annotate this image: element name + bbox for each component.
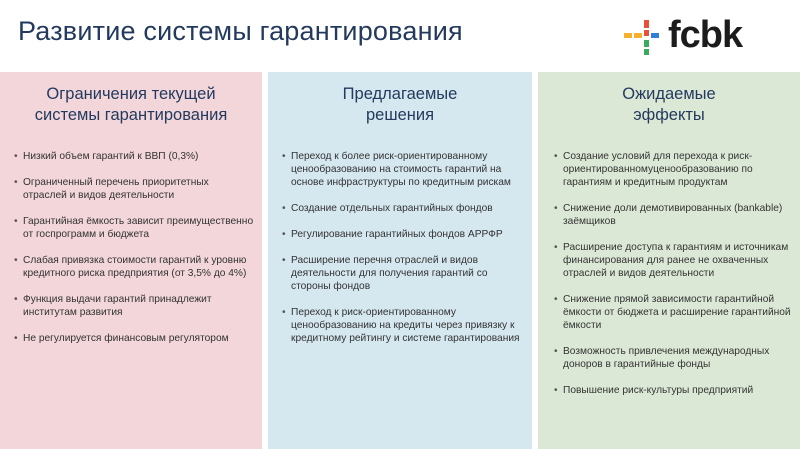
column-heading: [538, 84, 800, 126]
heading-line: Предлагаемые: [342, 85, 458, 103]
bullet-list: [14, 150, 254, 358]
fcbk-logo: [622, 12, 772, 60]
column-solutions: [268, 72, 532, 449]
list-item: • Возможность привлечения международных доноров в гарантийные фонды: [554, 345, 794, 371]
list-item: • Расширение доступа к гарантиям и источникам финансирования для ранее не охваченных отраслей и видов деятельности: [554, 241, 794, 280]
list-item: • Ограниченный перечень приоритетных отраслей и видов деятельности: [14, 176, 254, 202]
slide-title: Развитие системы гарантирования: [18, 16, 463, 46]
list-item: • Создание отдельных гарантийных фондов: [282, 202, 522, 215]
heading-line: решения: [365, 106, 435, 124]
list-item: • Гарантийная ёмкость зависит преимущественно от госпрограмм и бюджета: [14, 215, 254, 241]
list-item: • Повышение риск-культуры предприятий: [554, 384, 794, 397]
bullet-list: [282, 150, 522, 358]
logo-wordmark: fcbk: [668, 14, 743, 56]
list-item: • Снижение прямой зависимости гарантийной ёмкости от бюджета и расширение гарантийной ёмкости: [554, 293, 794, 332]
heading-line: системы гарантирования: [34, 106, 228, 124]
slide-header: [0, 0, 800, 72]
list-item: • Регулирование гарантийных фондов АРРФР: [282, 228, 522, 241]
list-item: • Создание условий для перехода к риск-ориентированномуценообразованию по гарантиям и кредитным продуктам: [554, 150, 794, 189]
heading-line: Ожидаемые: [622, 85, 716, 103]
list-item: • Переход к более риск-ориентированному ценообразованию на стоимость гарантий на основе инфраструктуры по кредитным рискам: [282, 150, 522, 189]
bullet-list: [554, 150, 794, 410]
list-item: • Слабая привязка стоимости гарантий к уровню кредитного риска предприятия (от 3,5% до 4%): [14, 254, 254, 280]
list-item: • Снижение доли демотивированных (bankable) заёмщиков: [554, 202, 794, 228]
column-effects: [538, 72, 800, 449]
column-heading: [268, 84, 532, 126]
column-heading: [0, 84, 262, 126]
list-item: • Функция выдачи гарантий принадлежит институтам развития: [14, 293, 254, 319]
column-limitations: [0, 72, 262, 449]
heading-line: эффекты: [633, 106, 705, 124]
list-item: • Не регулируется финансовым регулятором: [14, 332, 254, 345]
logo-mark-icon: [622, 18, 668, 58]
heading-line: Ограничения текущей: [46, 85, 216, 103]
list-item: • Переход к риск-ориентированному ценообразованию на кредиты через привязку к кредитному рейтингу и системе гарантирования: [282, 306, 522, 345]
list-item: • Низкий объем гарантий к ВВП (0,3%): [14, 150, 254, 163]
list-item: • Расширение перечня отраслей и видов деятельности для получения гарантий со стороны фондов: [282, 254, 522, 293]
